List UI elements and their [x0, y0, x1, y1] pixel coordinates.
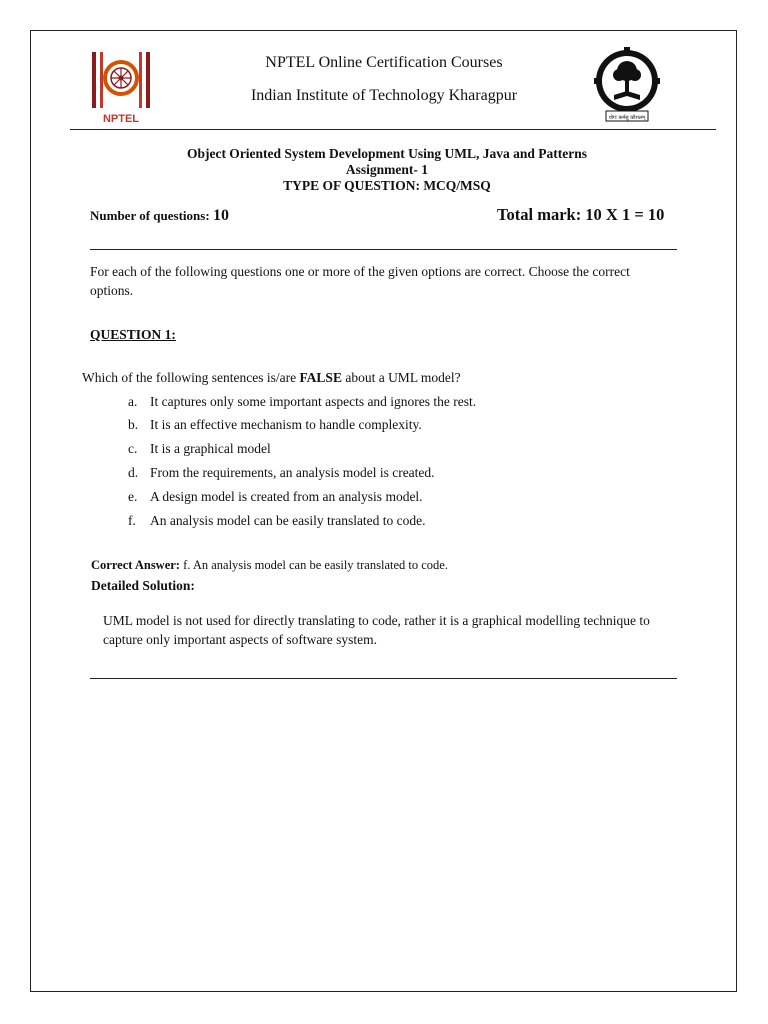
nptel-logo-text: NPTEL: [102, 113, 140, 125]
header-title-iit: Indian Institute of Technology Kharagpur: [250, 87, 518, 104]
option-text: An analysis model can be easily translated to code.: [150, 513, 426, 528]
option-text: It captures only some important aspects and ignores the rest.: [150, 394, 477, 409]
option-letter: e.: [128, 489, 138, 504]
instructions: For each of the following questions one or more of the given options are correct. Choose the correct options.: [90, 264, 630, 298]
correct-answer-label: Correct Answer:: [91, 558, 180, 572]
question-text-emphasis: FALSE: [299, 370, 342, 385]
option-text: It is an effective mechanism to handle complexity.: [150, 417, 422, 432]
header-title-nptel: NPTEL Online Certification Courses: [265, 54, 503, 71]
total-mark: Total mark: 10 X 1 = 10: [497, 205, 665, 224]
option-letter: c.: [128, 441, 138, 456]
option-letter: b.: [128, 417, 139, 432]
question-1-text: [82, 370, 461, 386]
correct-answer: [91, 558, 448, 573]
question-count: Number of questions: 10: [90, 207, 229, 224]
course-title: Object Oriented System Development Using UML, Java and Patterns: [186, 146, 588, 161]
option-a: [128, 394, 476, 410]
question-count-value: 10: [212, 207, 229, 224]
option-text: A design model is created from an analysis model.: [150, 489, 423, 504]
option-e: [128, 489, 423, 505]
correct-answer-text: f. An analysis model can be easily translated to code.: [179, 558, 448, 572]
iit-logo-motto: योगः कर्मसु कौशलम्: [608, 115, 646, 121]
assignment-number: Assignment- 1: [345, 162, 429, 177]
option-f: [128, 513, 426, 529]
option-text: From the requirements, an analysis model is created.: [150, 465, 435, 480]
question-1-heading: QUESTION 1:: [90, 327, 176, 342]
option-b: [128, 417, 422, 433]
section-divider-top: [90, 249, 677, 250]
option-letter: f.: [128, 513, 136, 528]
header-divider: [70, 129, 716, 130]
detailed-solution-heading: Detailed Solution:: [91, 578, 195, 593]
option-c: [128, 441, 271, 457]
question-text-prefix: Which of the following sentences is/are: [82, 370, 300, 385]
course-block: [0, 146, 768, 194]
question-text-suffix: about a UML model?: [341, 370, 461, 385]
option-d: [128, 465, 435, 481]
option-letter: d.: [128, 465, 139, 480]
section-divider-bottom: [90, 678, 677, 679]
option-letter: a.: [128, 394, 138, 409]
option-text: It is a graphical model: [150, 441, 271, 456]
detailed-solution-text: UML model is not used for directly translating to code, rather it is a graphical modelling technique to capture only important aspects of software system.: [103, 613, 650, 647]
question-type: TYPE OF QUESTION: MCQ/MSQ: [283, 178, 491, 193]
question-count-label: Number of questions: [90, 208, 206, 223]
